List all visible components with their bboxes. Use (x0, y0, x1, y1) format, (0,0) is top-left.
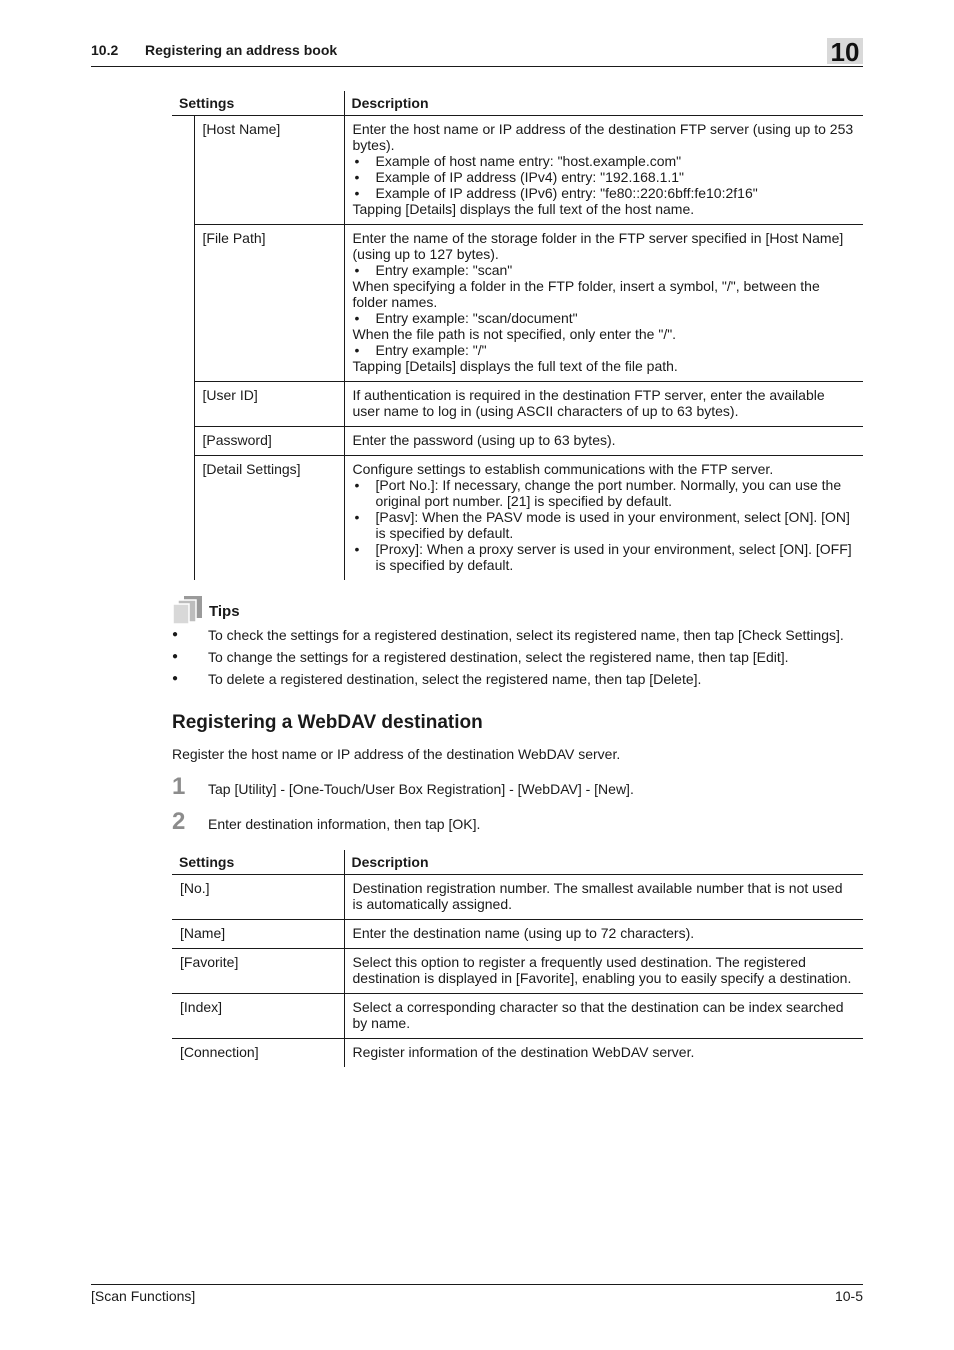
indent-cell (172, 382, 194, 427)
table-row (172, 949, 863, 994)
setting-description: Select this option to register a frequently used destination. The registered destination is displayed in [Favorite], enabling you to easily specify a destination. (344, 949, 863, 994)
setting-description (344, 225, 863, 382)
table-row (172, 1039, 863, 1068)
section-title: Registering a WebDAV destination (172, 712, 483, 733)
description-text: When the file path is not specified, only enter the "/". (352, 326, 677, 342)
page-number: 10-5 (834, 1288, 863, 1304)
table-row (172, 225, 863, 382)
bullet-item: • [Port No.]: If necessary, change the port number. Normally, you can use the original port number. [21] is specified by default. (353, 477, 856, 509)
bullet-item: • Example of IP address (IPv6) entry: "fe80::220:6bff:fe10:2f16" (353, 185, 856, 201)
bullet-item: • Example of IP address (IPv4) entry: "192.168.1.1" (353, 169, 856, 185)
page-footer (91, 1284, 863, 1304)
setting-name: [Index] (172, 994, 344, 1039)
indent-cell (172, 427, 194, 456)
step-number: 1 (172, 773, 186, 800)
description-text: Configure settings to establish communications with the FTP server. (352, 461, 774, 477)
column-header-description: Description (344, 850, 863, 875)
setting-name: [Name] (172, 920, 344, 949)
indent-cell (172, 456, 194, 581)
setting-description: Destination registration number. The smallest available number that is not used is automatically assigned. (344, 875, 863, 920)
ftp-settings-table (172, 91, 863, 580)
description-text: Tapping [Details] displays the full text of the host name. (352, 201, 695, 217)
description-text: When specifying a folder in the FTP folder, insert a symbol, "/", between the folder names. (352, 278, 820, 310)
table-row (172, 920, 863, 949)
setting-description (344, 116, 863, 225)
table-row (172, 116, 863, 225)
page-header (91, 38, 863, 67)
table-row (172, 994, 863, 1039)
setting-name: [Connection] (180, 1044, 259, 1060)
tips-title: Tips (209, 603, 240, 620)
setting-name: [Detail Settings] (194, 456, 344, 581)
tips-icon (172, 595, 206, 625)
table-row (172, 382, 863, 427)
indent-cell (172, 225, 194, 382)
tip-item: ● To delete a registered destination, select the registered name, then tap [Delete]. (172, 671, 872, 693)
setting-description (344, 382, 863, 427)
setting-name: [No.] (172, 875, 344, 920)
footer-manual-name: [Scan Functions] (91, 1288, 196, 1304)
setting-name: [Favorite] (172, 949, 344, 994)
bullet-item: • Entry example: "scan" (353, 262, 856, 278)
setting-description: Enter the destination name (using up to 72 characters). (344, 920, 863, 949)
column-header-settings: Settings (172, 91, 344, 116)
description-text: Tapping [Details] displays the full text of the file path. (352, 358, 678, 374)
setting-name: [Password] (194, 427, 344, 456)
table-row (172, 456, 863, 581)
bullet-item: • Entry example: "scan/document" (353, 310, 856, 326)
bullet-item: • [Proxy]: When a proxy server is used in your environment, select [ON]. [OFF] is specified by default. (353, 541, 856, 573)
section-number: 10.2 (91, 42, 119, 58)
step-number: 2 (172, 808, 186, 835)
setting-name: [Host Name] (194, 116, 344, 225)
step-text: Tap [Utility] - [One-Touch/User Box Registration] - [WebDAV] - [New]. (208, 781, 634, 797)
section-intro: Register the host name or IP address of the destination WebDAV server. (172, 746, 621, 762)
setting-description (344, 456, 863, 581)
tip-item: ● To change the settings for a registered destination, select the registered name, then tap [Edit]. (172, 649, 872, 671)
header-title: Registering an address book (145, 42, 338, 58)
bullet-item: • Entry example: "/" (353, 342, 856, 358)
description-text: If authentication is required in the destination FTP server, enter the available user name to log in (using ASCII characters of up to 63 bytes). (352, 387, 825, 419)
tips-list (172, 627, 872, 693)
description-text: Enter the name of the storage folder in the FTP server specified in [Host Name] (using up to 127 bytes). (352, 230, 844, 262)
setting-description (344, 427, 863, 456)
setting-name: [User ID] (194, 382, 344, 427)
step-text: Enter destination information, then tap [OK]. (208, 816, 481, 832)
setting-name: [File Path] (194, 225, 344, 382)
indent-cell (172, 116, 194, 225)
tip-item: ● To check the settings for a registered destination, select its registered name, then tap [Check Settings]. (172, 627, 872, 649)
bullet-item: • [Pasv]: When the PASV mode is used in your environment, select [ON]. [ON] is specified by default. (353, 509, 856, 541)
bullet-item: • Example of host name entry: "host.example.com" (353, 153, 856, 169)
setting-description: Register information of the destination WebDAV server. (344, 1039, 863, 1068)
table-row (172, 427, 863, 456)
table-row (172, 875, 863, 920)
webdav-settings-table (172, 850, 863, 1067)
column-header-settings: Settings (172, 850, 344, 875)
setting-description: Select a corresponding character so that the destination can be index searched by name. (344, 994, 863, 1039)
description-text: Enter the host name or IP address of the destination FTP server (using up to 253 bytes). (352, 121, 854, 153)
description-text: Enter the password (using up to 63 bytes). (352, 432, 616, 448)
chapter-badge: 10 (827, 38, 863, 64)
column-header-description: Description (344, 91, 863, 116)
